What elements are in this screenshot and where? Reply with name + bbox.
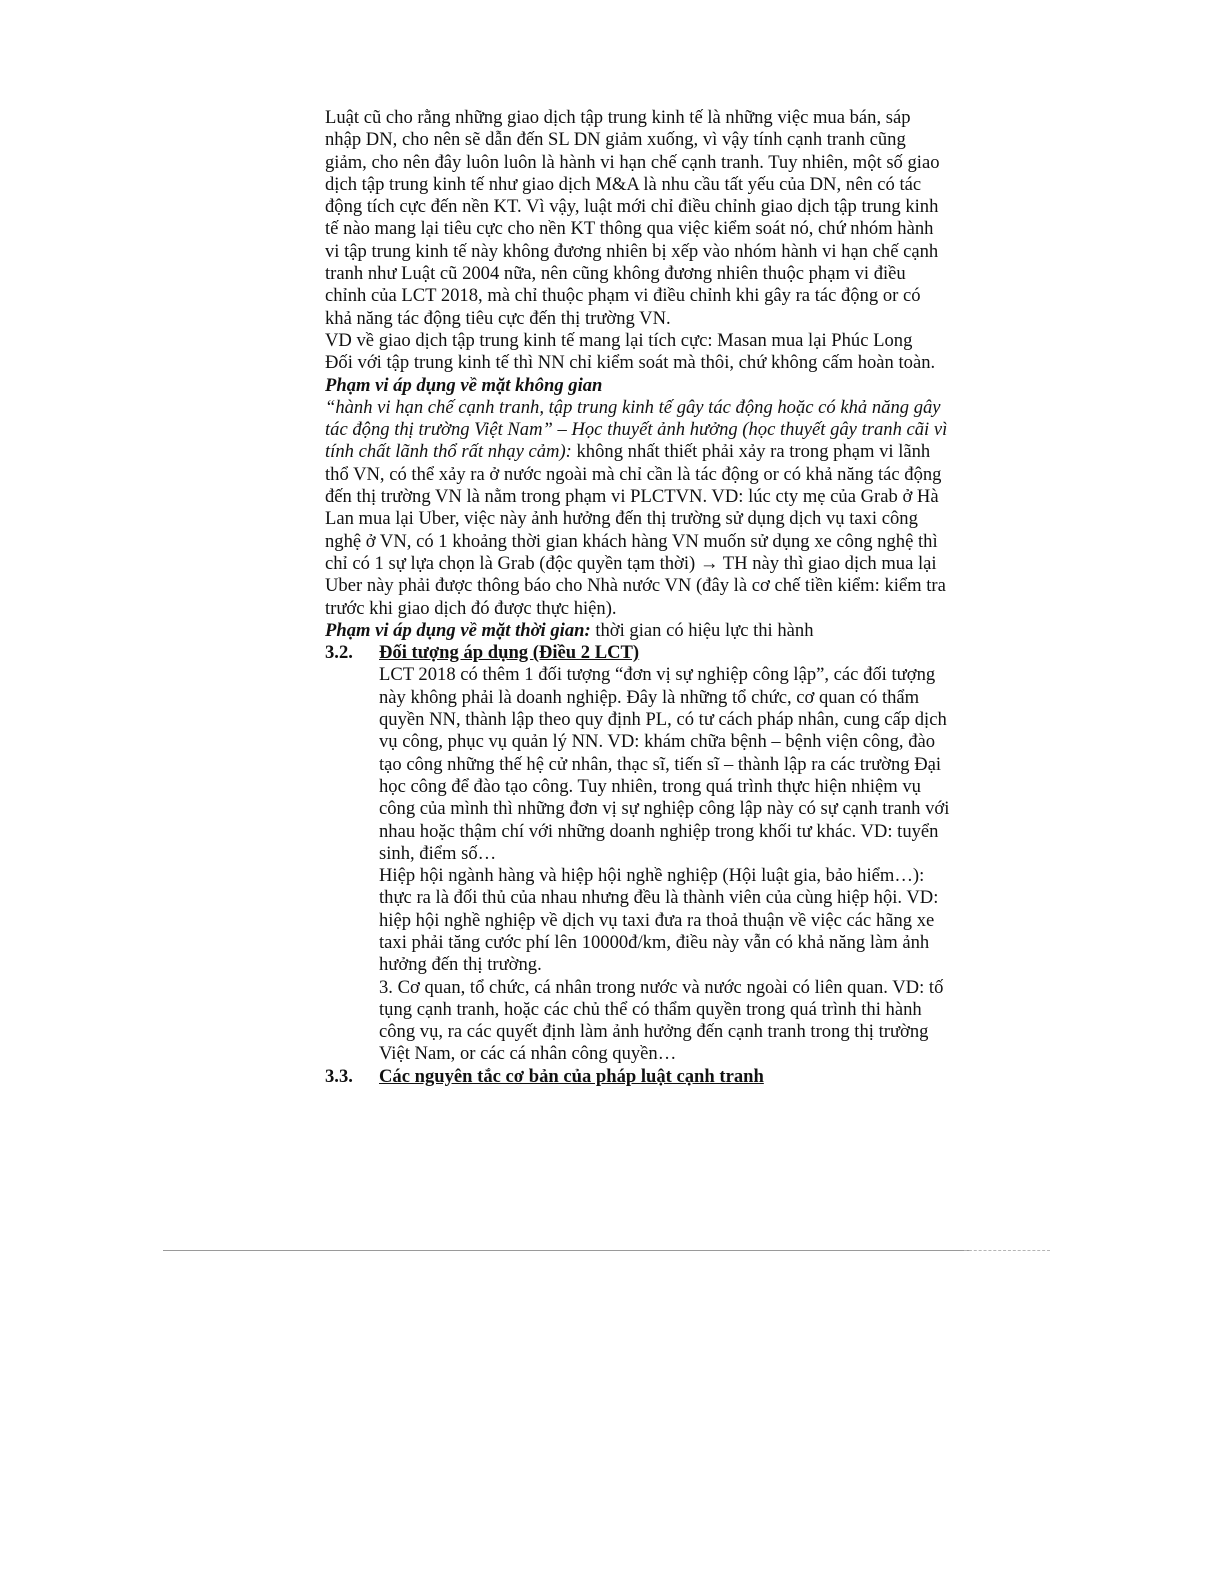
- heading-time-scope: Phạm vi áp dụng về mặt thời gian:: [325, 619, 591, 641]
- paragraph-related-entities: 3. Cơ quan, tổ chức, cá nhân trong nước và nước ngoài có liên quan. VD: tố tụng cạnh tranh, hoặc các chủ thể có thẩm quyền trong quá trình thi hành công vụ, ra các quyết định làm ảnh hưởng đến cạnh tranh trong thị trường Việt Nam, or các cá nhân công quyền…: [379, 976, 944, 1065]
- page-content: [325, 107, 950, 1088]
- arrow-icon: →: [699, 552, 719, 574]
- paragraph-space-scope: [325, 397, 950, 620]
- paragraph-public-units: LCT 2018 có thêm 1 đối tượng “đơn vị sự nghiệp công lập”, các đối tượng này không phải là doanh nghiệp. Đây là những tổ chức, cơ quan có thẩm quyền NN, thành lập theo quy định PL, có tư cách pháp nhân, cung cấp dịch vụ công, phục vụ quản lý NN. VD: khám chữa bệnh – bệnh viện công, đào tạo công những thế hệ cử nhân, thạc sĩ, tiến sĩ – thành lập ra các trường Đại học công để đào tạo công. Tuy nhiên, trong quá trình thực hiện nhiệm vụ công của mình thì những đơn vị sự nghiệp công lập này có sự cạnh tranh với nhau hoặc thậm chí với những doanh nghiệp trong khối tư khác. VD: tuyển sinh, điểm số…: [379, 664, 950, 864]
- section-heading-3-3: [325, 1066, 950, 1088]
- heading-space-scope: Phạm vi áp dụng về mặt không gian: [325, 374, 603, 396]
- section-heading-3-2: [325, 642, 950, 664]
- page-divider-dashed: [964, 1250, 1050, 1251]
- section-number: 3.2.: [325, 642, 353, 664]
- section-title: Đối tượng áp dụng (Điều 2 LCT): [379, 642, 640, 664]
- section-number: 3.3.: [325, 1065, 353, 1087]
- paragraph-example-masan: VD về giao dịch tập trung kinh tế mang lại tích cực: Masan mua lại Phúc Long: [325, 329, 913, 351]
- paragraph-intro: Luật cũ cho rằng những giao dịch tập trung kinh tế là những việc mua bán, sáp nhập DN, cho nên sẽ dẫn đến SL DN giảm xuống, vì vậy tính cạnh tranh cũng giảm, cho nên đây luôn luôn là hành vi hạn chế cạnh tranh. Tuy nhiên, một số giao dịch tập trung kinh tế như giao dịch M&A là nhu cầu tất yếu của DN, nên có tác động tích cực đến nền KT. Vì vậy, luật mới chỉ điều chỉnh giao dịch tập trung kinh tế nào mang lại tiêu cực cho nền KT thông qua việc kiểm soát nó, chứ nhóm hành vi tập trung kinh tế này không đương nhiên bị xếp vào nhóm hành vi hạn chế cạnh tranh như Luật cũ 2004 nữa, nên cũng không đương nhiên thuộc phạm vi điều chỉnh của LCT 2018, mà chỉ thuộc phạm vi điều chỉnh khi gây ra tác động or có khả năng tác động tiêu cực đến thị trường VN.: [325, 107, 940, 329]
- space-scope-quote: “hành vi hạn chế cạnh tranh, tập trung kinh tế gây tác động hoặc có khả năng gây tác động thị trường Việt Nam” – Học thuyết ảnh hưởng (học thuyết gây tranh cãi vì tính chất lãnh thổ rất nhạy cảm):: [325, 396, 948, 463]
- space-scope-text-tail: TH này thì giao dịch mua lại Uber này phải được thông báo cho Nhà nước VN (đây là cơ chế tiền kiểm: kiểm tra trước khi giao dịch đó được thực hiện).: [325, 552, 946, 619]
- space-scope-text: không nhất thiết phải xảy ra trong phạm vi lãnh thổ VN, có thể xảy ra ở nước ngoài mà chỉ cần là tác động or có khả năng tác động đến thị trường VN là nằm trong phạm vi PLCTVN. VD: lúc cty mẹ của Grab ở Hà Lan mua lại Uber, việc này ảnh hưởng đến thị trường sử dụng dịch vụ taxi công nghệ ở VN, có 1 khoảng thời gian khách hàng VN muốn sử dụng xe công nghệ thì chỉ có 1 sự lựa chọn là Grab (độc quyền tạm thời): [325, 441, 942, 574]
- paragraph-associations: Hiệp hội ngành hàng và hiệp hội nghề nghiệp (Hội luật gia, bảo hiểm…): thực ra là đối thủ của nhau nhưng đều là thành viên của cùng hiệp hội. VD: hiệp hội nghề nghiệp về dịch vụ taxi đưa ra thoả thuận về việc các hãng xe taxi phải tăng cước phí lên 10000đ/km, điều này vẫn có khả năng làm ảnh hưởng đến thị trường.: [379, 865, 939, 976]
- paragraph-time-scope: [325, 620, 950, 642]
- section-title: Các nguyên tắc cơ bản của pháp luật cạnh tranh: [379, 1065, 764, 1087]
- time-scope-text: thời gian có hiệu lực thi hành: [590, 619, 814, 641]
- paragraph-control: Đối với tập trung kinh tế thì NN chỉ kiểm soát mà thôi, chứ không cấm hoàn toàn.: [325, 352, 936, 374]
- page-divider: [163, 1250, 970, 1251]
